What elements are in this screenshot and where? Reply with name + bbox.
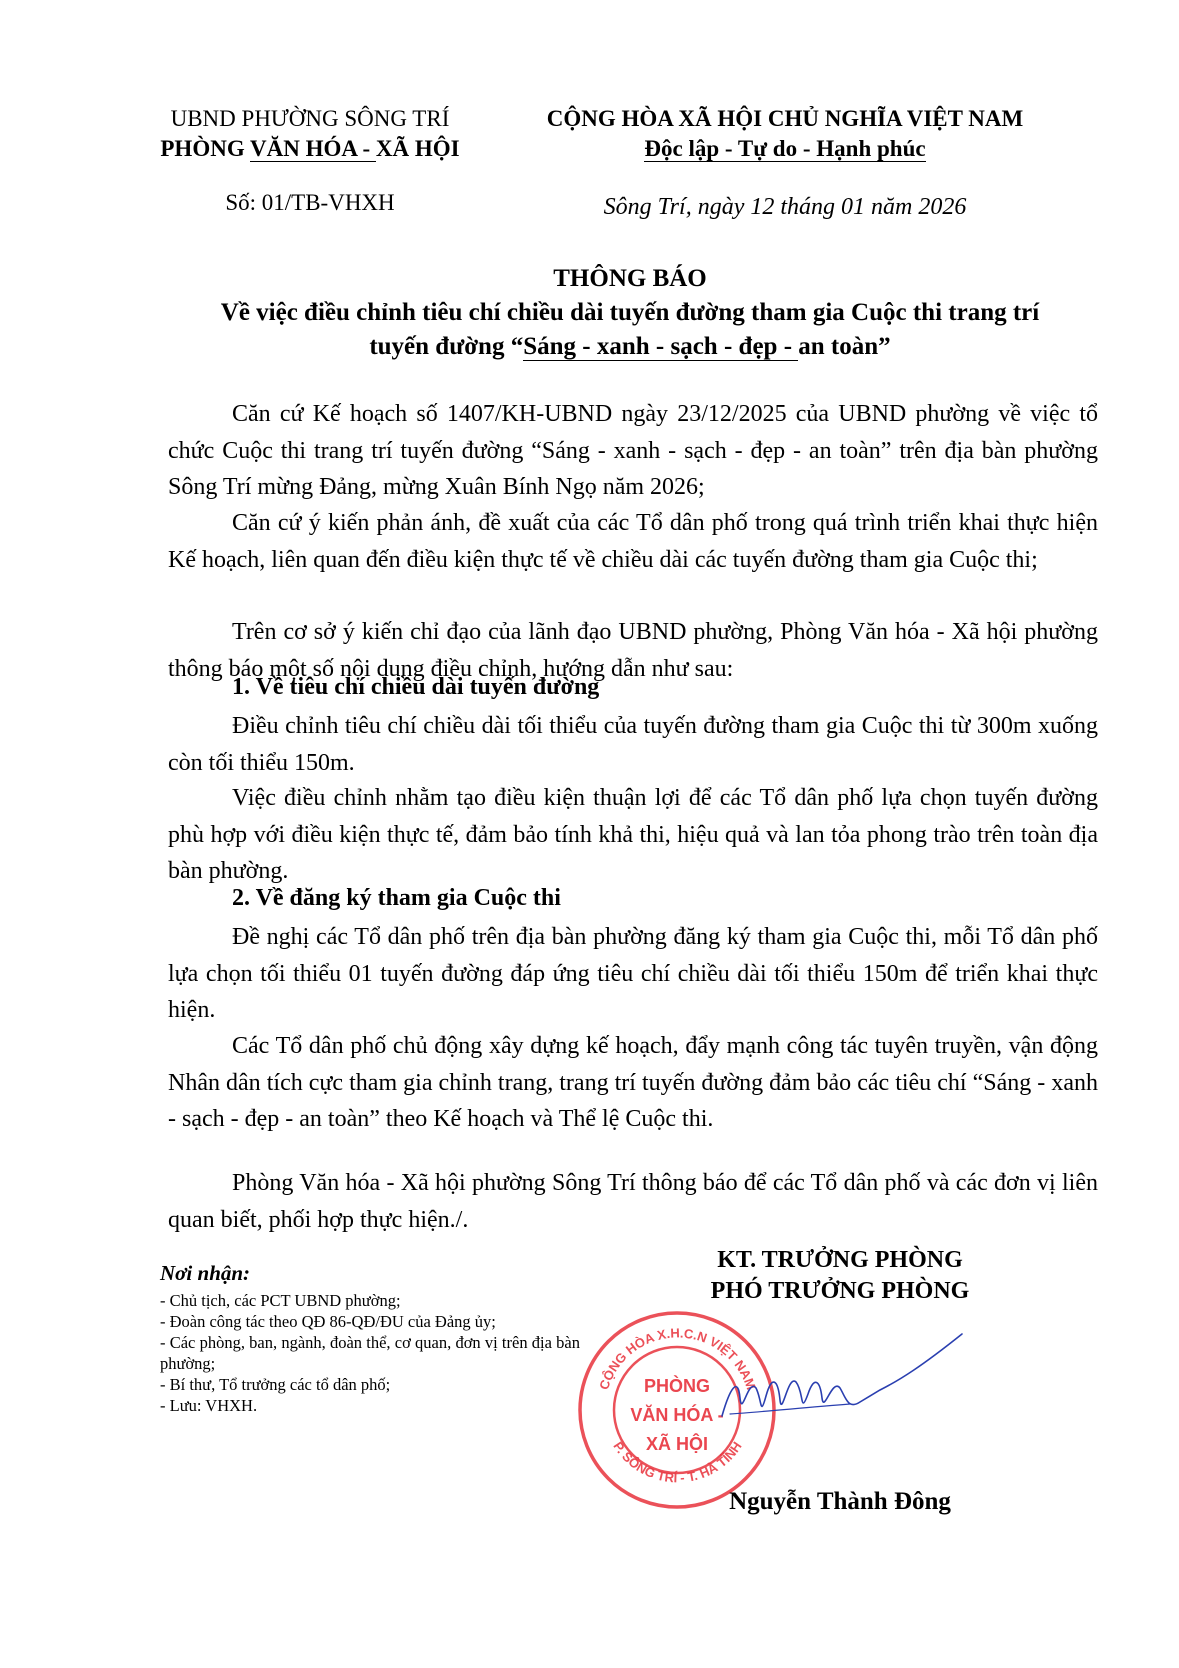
agency-line2-b: VĂN HÓA - [250, 136, 376, 161]
recipients-list [160, 1290, 580, 1416]
place-date: Sông Trí, ngày 12 tháng 01 năm 2026 [603, 194, 967, 220]
body-paragraph-2: Căn cứ ý kiến phản ánh, đề xuất của các Tổ dân phố trong quá trình triển khai thực hiện Kế hoạch, liên quan đến điều kiện thực tế về chiều dài các tuyến đường tham gia Cuộc thi; [168, 510, 1098, 573]
agency-header [120, 104, 500, 164]
recipients-title: Nơi nhận: [160, 1261, 251, 1285]
body-paragraph-8: Phòng Văn hóa - Xã hội phường Sông Trí thông báo để các Tổ dân phố và các đơn vị liên quan biết, phối hợp thực hiện./. [168, 1170, 1098, 1233]
agency-line2-a: PHÒNG [160, 136, 251, 161]
motto: Độc lập - Tự do - Hạnh phúc [644, 136, 926, 161]
body-paragraph-7: Các Tổ dân phố chủ động xây dựng kế hoạch, đẩy mạnh công tác tuyên truyền, vận động Nhân dân tích cực tham gia chỉnh trang, trang trí tuyến đường đảm bảo các tiêu chí “Sáng - xanh - sạch - đẹp - an toàn” theo Kế hoạch và Thể lệ Cuộc thi. [168, 1033, 1098, 1132]
agency-line1: UBND PHƯỜNG SÔNG TRÍ [170, 106, 450, 131]
recipient-item: - Bí thư, Tổ trưởng các tổ dân phố; [160, 1375, 391, 1394]
notice-title: THÔNG BÁO [553, 265, 707, 292]
stamp-ring-text-top: CỘNG HÒA X.H.C.N VIỆT NAM [596, 1325, 759, 1392]
section-heading-2: 2. Về đăng ký tham gia Cuộc thi [232, 885, 561, 911]
agency-line2-c: XÃ HỘI [375, 136, 460, 161]
subtitle-part-c: an toàn” [798, 333, 891, 360]
body-paragraph-5: Việc điều chỉnh nhằm tạo điều kiện thuận lợi để các Tổ dân phố lựa chọn tuyến đường phù hợp với điều kiện thực tế, đảm bảo tính khả thi, hiệu quả và lan tỏa phong trào trên toàn địa bàn phường. [168, 785, 1098, 884]
nation-line2 [505, 134, 1065, 164]
recipient-item: - Các phòng, ban, ngành, đoàn thể, cơ quan, đơn vị trên địa bàn phường; [160, 1333, 580, 1373]
agency-line2 [120, 134, 500, 164]
recipients-block [160, 1260, 580, 1416]
signature-role2: PHÓ TRƯỞNG PHÒNG [710, 1278, 970, 1304]
svg-text:XÃ HỘI: XÃ HỘI [645, 1434, 709, 1454]
stamp-ring-text-bottom: P. SÔNG TRÍ - T. HÀ TĨNH [610, 1438, 745, 1486]
nation-line1: CỘNG HÒA XÃ HỘI CHỦ NGHĨA VIỆT NAM [546, 106, 1024, 131]
body-paragraph-1: Căn cứ Kế hoạch số 1407/KH-UBND ngày 23/12/2025 của UBND phường về việc tổ chức Cuộc thi trang trí tuyến đường “Sáng - xanh - sạch - đẹp - an toàn” trên địa bàn phường Sông Trí mừng Đảng, mừng Xuân Bính Ngọ năm 2026; [168, 401, 1098, 500]
subtitle-part-a: tuyến đường “ [369, 333, 524, 360]
notice-title-block [150, 262, 1110, 364]
notice-subtitle-line2 [150, 330, 1110, 364]
recipient-item: - Lưu: VHXH. [160, 1396, 258, 1415]
notice-subtitle-line1: Về việc điều chỉnh tiêu chí chiều dài tuyến đường tham gia Cuộc thi trang trí [220, 299, 1040, 326]
signature-roles [640, 1245, 1040, 1307]
nation-header [505, 104, 1065, 164]
handwritten-signature [700, 1318, 970, 1448]
svg-text:VĂN HÓA -: VĂN HÓA - [630, 1405, 724, 1425]
body-paragraph-6: Đề nghị các Tổ dân phố trên địa bàn phường đăng ký tham gia Cuộc thi, mỗi Tổ dân phố lựa chọn tối thiểu 01 tuyến đường đáp ứng tiêu chí chiều dài tối thiểu 150m để triển khai thực hiện. [168, 924, 1098, 1023]
svg-text:PHÒNG: PHÒNG [643, 1376, 711, 1396]
body-paragraph-4: Điều chỉnh tiêu chí chiều dài tối thiểu của tuyến đường tham gia Cuộc thi từ 300m xuống còn tối thiểu 150m. [168, 713, 1098, 776]
recipient-item: - Đoàn công tác theo QĐ 86-QĐ/ĐU của Đảng ủy; [160, 1312, 496, 1331]
recipient-item: - Chủ tịch, các PCT UBND phường; [160, 1291, 401, 1310]
signer-name: Nguyễn Thành Đông [729, 1488, 951, 1515]
section-heading-1: 1. Về tiêu chí chiều dài tuyến đường [232, 674, 600, 700]
subtitle-part-b: Sáng - xanh - sạch - đẹp - [523, 333, 799, 360]
body-paragraph-3: Trên cơ sở ý kiến chỉ đạo của lãnh đạo UBND phường, Phòng Văn hóa - Xã hội phường thông báo một số nội dung điều chỉnh, hướng dẫn như sau: [168, 619, 1098, 682]
document-number: Số: 01/TB-VHXH [225, 190, 395, 215]
signature-role1: KT. TRƯỞNG PHÒNG [717, 1247, 963, 1273]
